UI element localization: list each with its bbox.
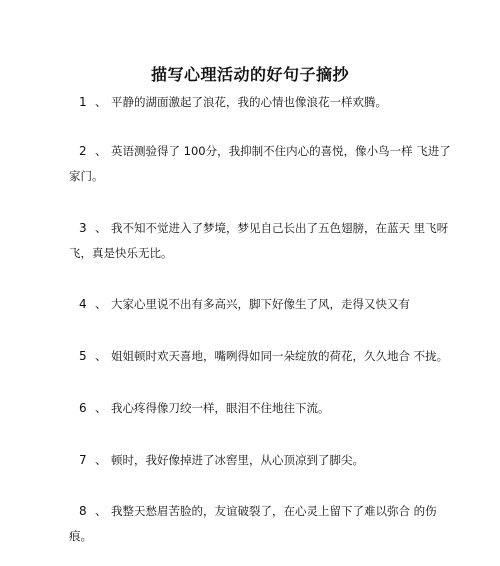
item-number: 6: [79, 401, 87, 415]
item-text: 平静的湖面激起了浪花，我的心情也像浪花一样欢腾。: [111, 95, 387, 109]
item-text-continuation: 飞，真是快乐无比。: [69, 246, 173, 260]
item-text: 我整天愁眉苦脸的，友谊破裂了，在心灵上留下了难以弥合 的伤: [111, 504, 437, 518]
item-text: 我不知不觉进入了梦境，梦见自己长出了五色翅膀，在蓝天 里飞呀: [111, 221, 449, 235]
item-number: 2: [79, 144, 87, 158]
item-number: 8: [79, 504, 87, 518]
item-text: 大家心里说不出有多高兴，脚下好像生了风，走得又快又有: [111, 297, 410, 311]
document-title: 描写心理活动的好句子摘抄: [150, 65, 349, 84]
item-separator: 、: [95, 95, 108, 109]
item-separator: 、: [95, 144, 108, 158]
item-text: 顿时，我好像掉进了冰窖里，从心顶凉到了脚尖。: [111, 453, 364, 467]
item-text: 我心疼得像刀绞一样，眼泪不住地往下流。: [111, 401, 330, 415]
item-text-continuation: 痕。: [69, 529, 92, 543]
item-separator: 、: [95, 504, 108, 518]
item-text: 姐姐顿时欢天喜地，嘴咧得如同一朵绽放的荷花，久久地合 不拢。: [111, 349, 449, 363]
item-separator: 、: [95, 453, 108, 467]
item-number: 4: [79, 297, 87, 311]
item-separator: 、: [95, 401, 108, 415]
item-separator: 、: [95, 349, 108, 363]
item-separator: 、: [95, 221, 108, 235]
item-number: 1: [79, 95, 87, 109]
item-number: 3: [79, 221, 87, 235]
item-text-continuation: 家门。: [69, 169, 104, 183]
item-text: 英语测验得了 100分，我抑制不住内心的喜悦，像小鸟一样 飞进了: [111, 144, 451, 158]
item-number: 7: [79, 453, 87, 467]
item-number: 5: [79, 349, 87, 363]
item-separator: 、: [95, 297, 108, 311]
